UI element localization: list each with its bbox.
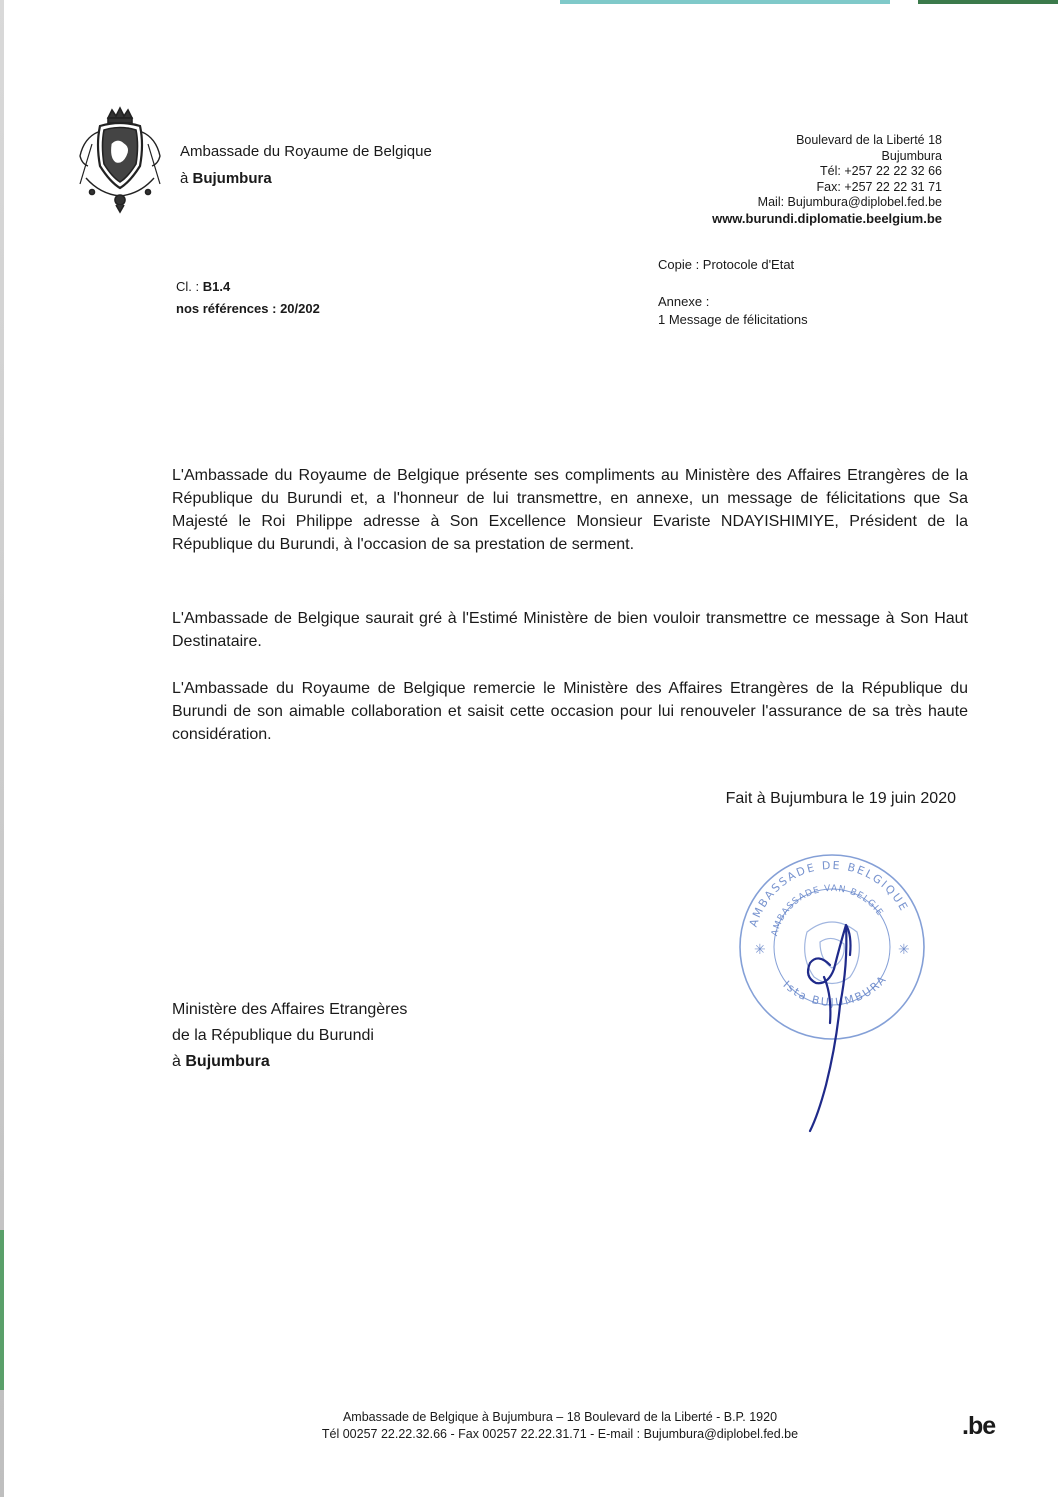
address-street: Boulevard de la Liberté 18: [796, 133, 942, 147]
recipient-block: [172, 997, 407, 1075]
address-mail: Mail: Bujumbura@diplobel.fed.be: [757, 195, 942, 209]
body-paragraph-1: L'Ambassade du Royaume de Belgique présente ses compliments au Ministère des Affaires Etrangères de la République du Burundi et, a l'honneur de lui transmettre, en annexe, un message de félicitations que Sa Majesté le Roi Philippe adresse à Son Excellence Monsieur Evariste NDAYISHIMIYE, Président de la République du Burundi, à l'occasion de sa prestation de serment.: [172, 467, 968, 553]
classification-value: B1.4: [202, 279, 231, 294]
body-paragraph-3: L'Ambassade du Royaume de Belgique remercie le Ministère des Affaires Etrangères de la République du Burundi de son aimable collaboration et saisit cette occasion pour lui renouveler l'assurance de sa très haute considération.: [172, 680, 968, 743]
annex-value: 1 Message de félicitations: [658, 312, 808, 327]
handwritten-signature-icon: [790, 905, 880, 1135]
annex-label: Annexe :: [658, 294, 710, 309]
scan-edge-left-green: [0, 1230, 4, 1390]
annex-block: [658, 293, 808, 329]
address-fax: Fax: +257 22 22 31 71: [816, 179, 942, 194]
classification-line: [176, 276, 320, 298]
recipient-city-prefix: à: [172, 1053, 181, 1070]
embassy-name: Ambassade du Royaume de Belgique: [180, 143, 432, 160]
svg-text:✳: ✳: [898, 942, 910, 958]
refs-label: nos références :: [176, 301, 277, 316]
recipient-line-2: de la République du Burundi: [172, 1027, 374, 1044]
embassy-city-prefix: à: [180, 170, 189, 187]
footer-address: Ambassade de Belgique à Bujumbura – 18 Boulevard de la Liberté - B.P. 1920: [342, 1410, 778, 1424]
body-paragraph-2: L'Ambassade de Belgique saurait gré à l'Estimé Ministère de bien vouloir transmettre ce message à Son Haut Destinataire.: [172, 610, 968, 650]
date-line: Fait à Bujumbura le 19 juin 2020: [725, 790, 956, 807]
recipient-city: Bujumbura: [185, 1053, 270, 1070]
refs-line: [176, 298, 320, 320]
address-phone: Tél: +257 22 22 32 66: [820, 164, 942, 178]
scan-edge-top: [560, 0, 890, 4]
stamp-bottom-text: Ista BUJUMBURA: [780, 972, 890, 1010]
embassy-address-block: [712, 133, 942, 226]
reference-block: [176, 276, 320, 320]
refs-value: 20/202: [280, 301, 320, 316]
embassy-city-name: Bujumbura: [192, 170, 272, 187]
embassy-city: [180, 170, 272, 187]
stamp-outer-text: AMBASSADE DE BELGIQUE: [746, 858, 911, 929]
recipient-line-1: Ministère des Affaires Etrangères: [172, 1001, 408, 1018]
copy-line: Copie : Protocole d'Etat: [658, 257, 795, 272]
footer-contact: Tél 00257 22.22.32.66 - Fax 00257 22.22.31.71 - E-mail : Bujumbura@diplobel.fed.be: [321, 1427, 799, 1441]
recipient-line-3: [172, 1049, 407, 1075]
address-city: Bujumbura: [881, 148, 942, 163]
classification-label: Cl. :: [176, 279, 200, 294]
stamp-inner-text: AMBASSADE VAN BELGIE: [770, 883, 885, 938]
be-logo: .be: [962, 1412, 996, 1440]
address-website: www.burundi.diplomatie.beelgium.be: [712, 210, 942, 226]
svg-text:✳: ✳: [754, 942, 766, 958]
scan-edge-top-green: [918, 0, 1058, 4]
belgian-coat-of-arms-icon: [70, 104, 170, 214]
